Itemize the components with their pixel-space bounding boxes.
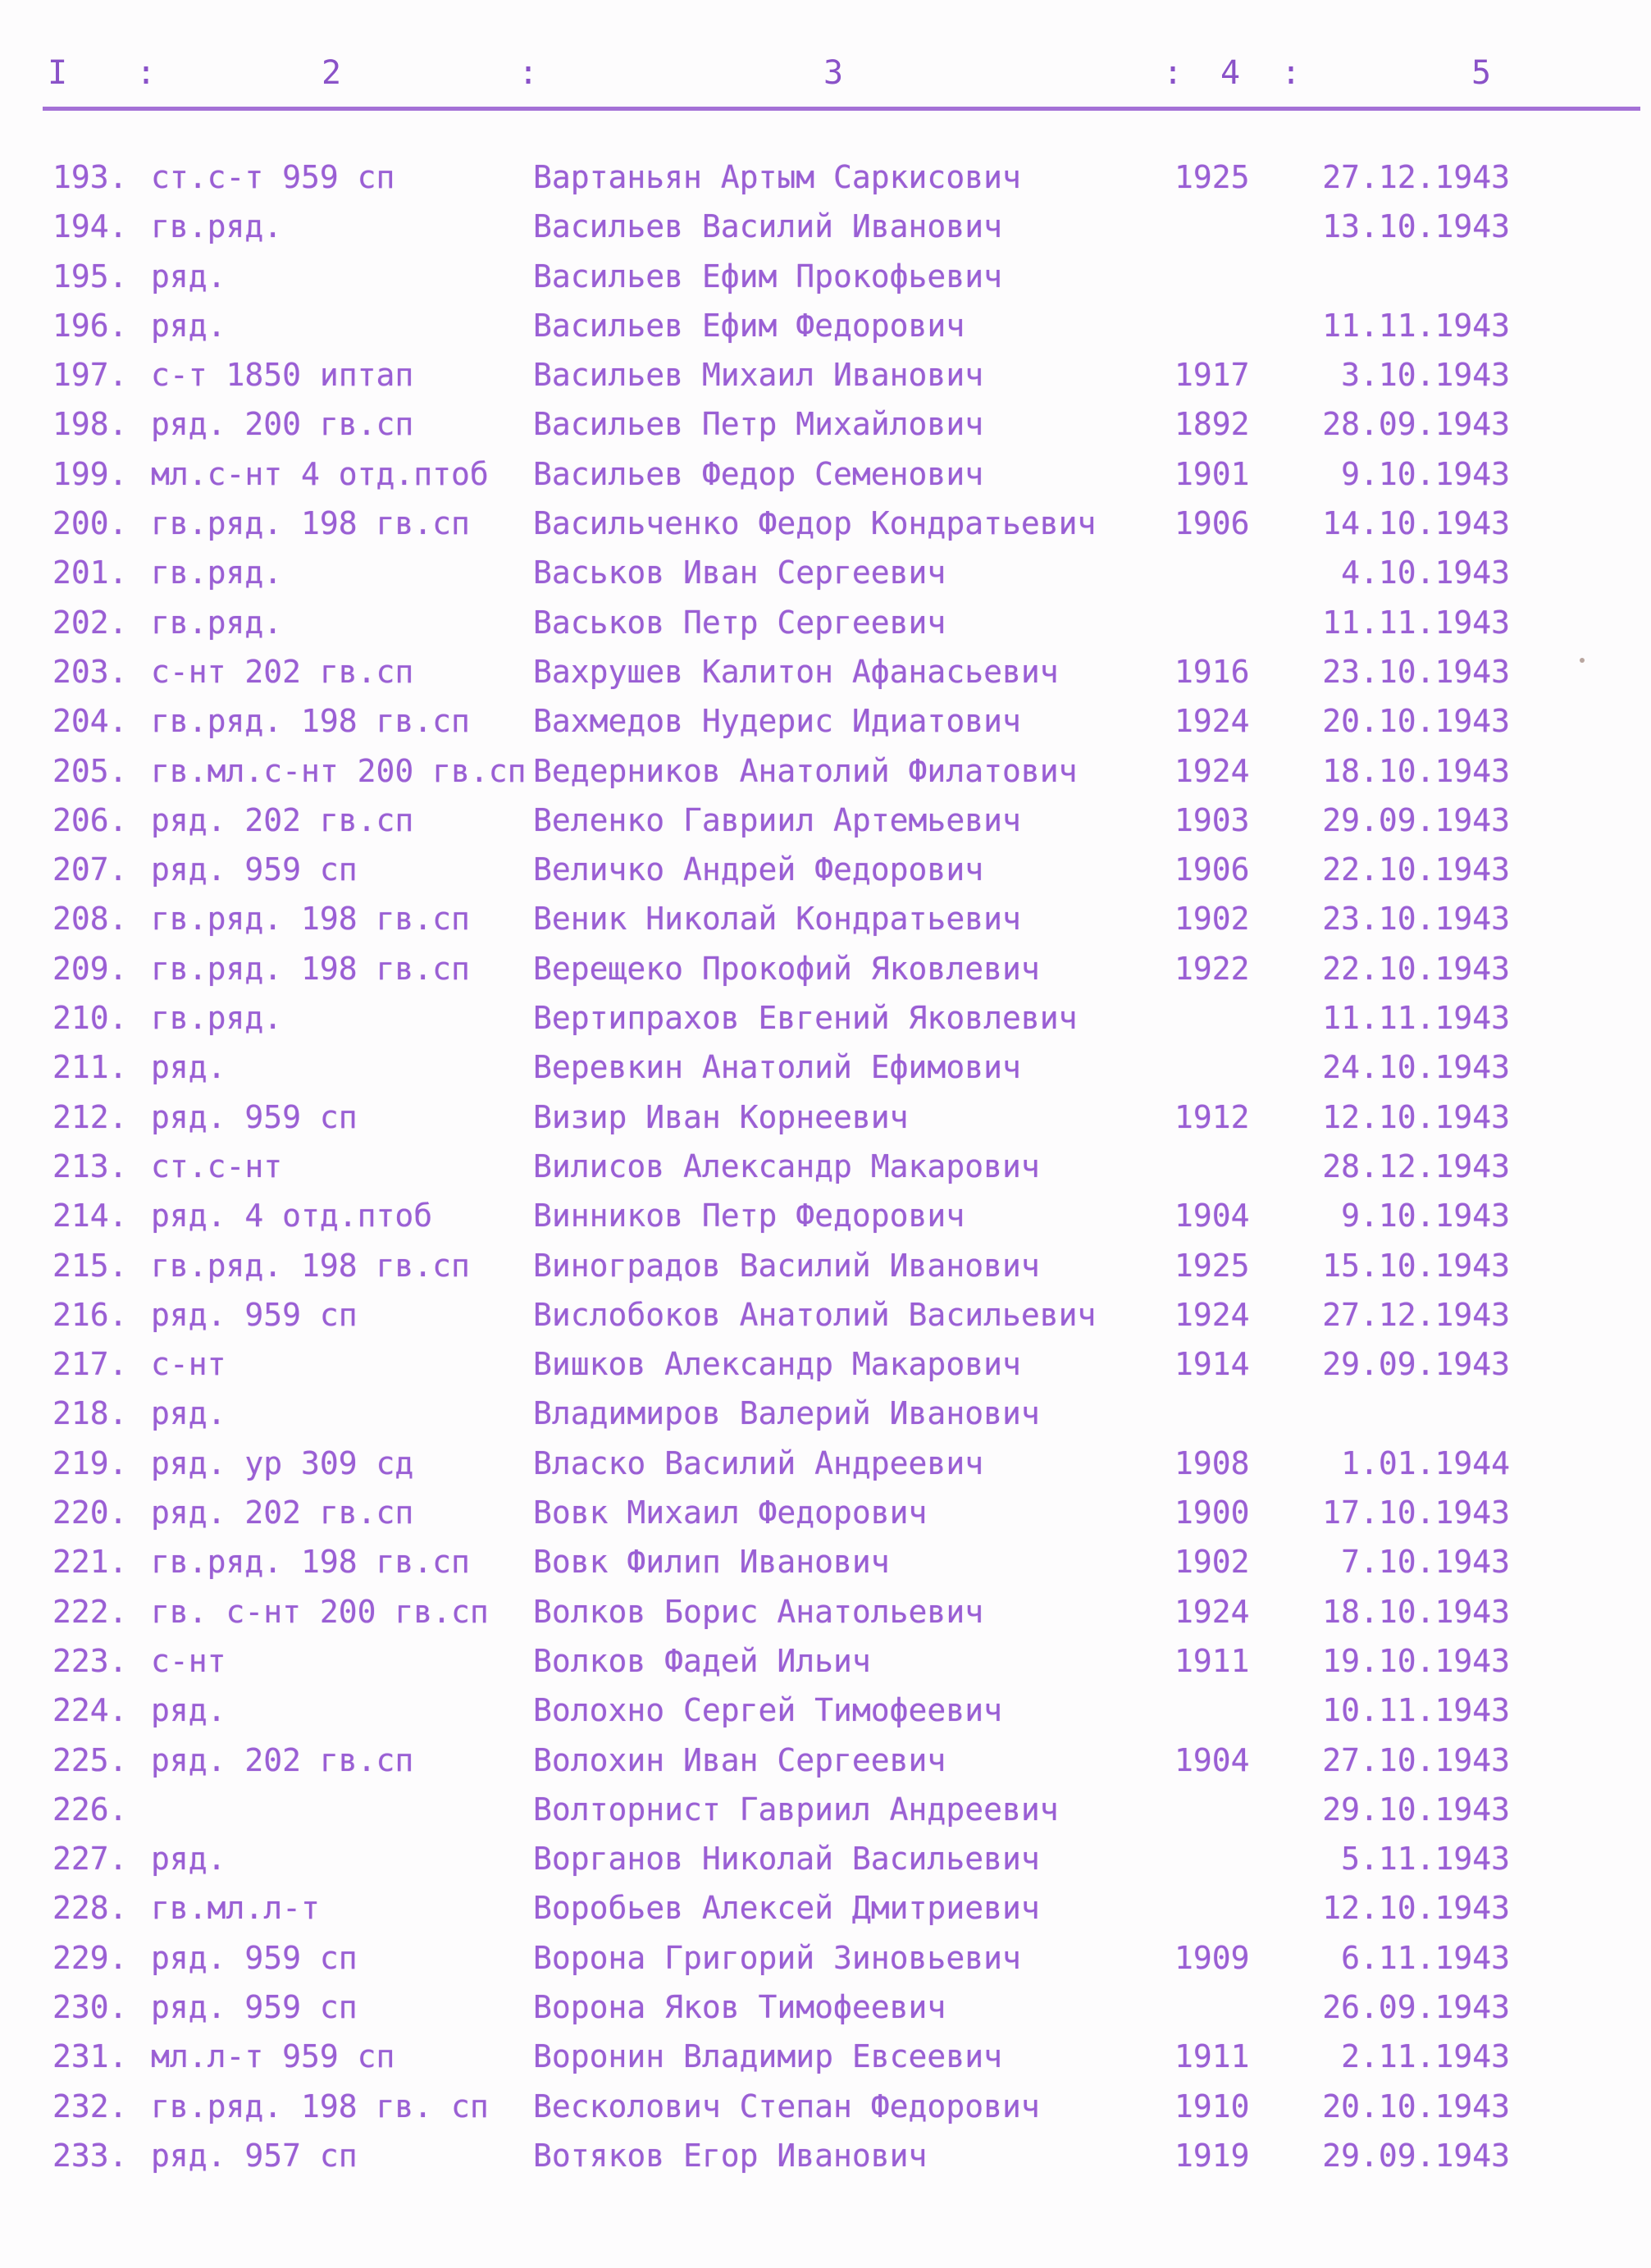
record-row bbox=[0, 796, 1651, 845]
header-rule bbox=[43, 107, 1640, 111]
record-death-date: 5.11.1943 bbox=[1341, 1841, 1510, 1878]
record-death-date: 13.10.1943 bbox=[1322, 208, 1510, 245]
record-full-name: Вертипрахов Евгений Яковлевич bbox=[533, 1000, 1078, 1037]
record-birth-year: 1924 bbox=[1174, 1296, 1250, 1333]
record-row bbox=[0, 944, 1651, 993]
record-row bbox=[0, 1537, 1651, 1586]
record-death-date: 2.11.1943 bbox=[1341, 2038, 1510, 2075]
record-death-date: 12.10.1943 bbox=[1322, 1098, 1510, 1135]
record-birth-year: 1901 bbox=[1174, 455, 1250, 492]
record-birth-year: 1910 bbox=[1174, 2088, 1250, 2124]
record-death-date: 9.10.1943 bbox=[1341, 455, 1510, 492]
record-row bbox=[0, 598, 1651, 647]
record-number: 226. bbox=[52, 1791, 128, 1828]
record-number: 207. bbox=[52, 851, 128, 888]
record-number: 196. bbox=[52, 307, 128, 344]
record-death-date: 3.10.1943 bbox=[1341, 357, 1510, 394]
record-number: 201. bbox=[52, 554, 128, 591]
record-death-date: 29.09.1943 bbox=[1322, 2137, 1510, 2174]
record-birth-year: 1902 bbox=[1174, 901, 1250, 938]
record-rank-unit: гв. с-нт 200 гв.сп bbox=[151, 1593, 489, 1630]
record-rank-unit: ряд. 957 сп bbox=[151, 2137, 358, 2174]
record-row bbox=[0, 1191, 1651, 1240]
record-birth-year: 1924 bbox=[1174, 1593, 1250, 1630]
record-death-date: 24.10.1943 bbox=[1322, 1049, 1510, 1086]
record-number: 194. bbox=[52, 208, 128, 245]
record-full-name: Вишков Александр Макарович bbox=[533, 1346, 1021, 1383]
record-row bbox=[0, 449, 1651, 499]
record-row bbox=[0, 399, 1651, 449]
record-death-date: 9.10.1943 bbox=[1341, 1198, 1510, 1234]
record-row bbox=[0, 1142, 1651, 1191]
record-death-date: 4.10.1943 bbox=[1341, 554, 1510, 591]
record-full-name: Волохно Сергей Тимофеевич bbox=[533, 1692, 1002, 1729]
record-row bbox=[0, 252, 1651, 301]
record-full-name: Верещеко Прокофий Яковлевич bbox=[533, 950, 1040, 987]
record-rank-unit: ряд. bbox=[151, 1395, 226, 1432]
record-birth-year: 1904 bbox=[1174, 1741, 1250, 1778]
record-full-name: Винников Петр Федорович bbox=[533, 1198, 965, 1234]
record-rank-unit: мл.с-нт 4 отд.птоб bbox=[151, 455, 489, 492]
record-row bbox=[0, 1736, 1651, 1785]
record-full-name: Веревкин Анатолий Ефимович bbox=[533, 1049, 1021, 1086]
record-row bbox=[0, 301, 1651, 350]
record-row bbox=[0, 1043, 1651, 1092]
record-rank-unit: с-нт bbox=[151, 1346, 226, 1383]
record-birth-year: 1912 bbox=[1174, 1098, 1250, 1135]
record-rank-unit: ряд. 200 гв.сп bbox=[151, 406, 414, 443]
record-full-name: Васильев Ефим Федорович bbox=[533, 307, 965, 344]
record-birth-year: 1925 bbox=[1174, 1247, 1250, 1284]
record-full-name: Волохин Иван Сергеевич bbox=[533, 1741, 946, 1778]
record-full-name: Вислобоков Анатолий Васильевич bbox=[533, 1296, 1097, 1333]
record-rank-unit: ряд. bbox=[151, 1841, 226, 1878]
record-row bbox=[0, 1883, 1651, 1933]
record-birth-year: 1919 bbox=[1174, 2137, 1250, 2174]
record-death-date: 29.09.1943 bbox=[1322, 1346, 1510, 1383]
record-birth-year: 1916 bbox=[1174, 653, 1250, 690]
record-birth-year: 1917 bbox=[1174, 357, 1250, 394]
record-full-name: Васьков Петр Сергеевич bbox=[533, 604, 946, 641]
record-number: 211. bbox=[52, 1049, 128, 1086]
record-rank-unit: ряд. 959 сп bbox=[151, 1296, 358, 1333]
record-birth-year: 1924 bbox=[1174, 752, 1250, 789]
record-row bbox=[0, 1339, 1651, 1389]
record-birth-year: 1892 bbox=[1174, 406, 1250, 443]
record-rank-unit: ряд. bbox=[151, 1692, 226, 1729]
record-number: 204. bbox=[52, 703, 128, 740]
record-death-date: 20.10.1943 bbox=[1322, 703, 1510, 740]
record-death-date: 14.10.1943 bbox=[1322, 505, 1510, 542]
column-separator: : bbox=[1163, 54, 1185, 92]
record-rank-unit: гв.ряд. 198 гв.сп bbox=[151, 950, 470, 987]
record-birth-year: 1925 bbox=[1174, 159, 1250, 195]
record-number: 222. bbox=[52, 1593, 128, 1630]
record-row bbox=[0, 1241, 1651, 1290]
record-death-date: 27.12.1943 bbox=[1322, 1296, 1510, 1333]
record-death-date: 23.10.1943 bbox=[1322, 901, 1510, 938]
record-rank-unit: гв.ряд. 198 гв.сп bbox=[151, 1544, 470, 1581]
record-death-date: 18.10.1943 bbox=[1322, 752, 1510, 789]
record-number: 215. bbox=[52, 1247, 128, 1284]
record-full-name: Ворона Григорий Зиновьевич bbox=[533, 1939, 1021, 1976]
record-number: 218. bbox=[52, 1395, 128, 1432]
record-number: 221. bbox=[52, 1544, 128, 1581]
record-number: 193. bbox=[52, 159, 128, 195]
record-full-name: Веник Николай Кондратьевич bbox=[533, 901, 1021, 938]
record-death-date: 7.10.1943 bbox=[1341, 1544, 1510, 1581]
record-rank-unit: ряд. bbox=[151, 1049, 226, 1086]
record-death-date: 20.10.1943 bbox=[1322, 2088, 1510, 2124]
record-rank-unit: ряд. 202 гв.сп bbox=[151, 1495, 414, 1531]
record-rank-unit: ряд. 959 сп bbox=[151, 1939, 358, 1976]
record-rank-unit: гв.ряд. 198 гв. сп bbox=[151, 2088, 489, 2124]
record-row bbox=[0, 1488, 1651, 1537]
record-full-name: Величко Андрей Федорович bbox=[533, 851, 984, 888]
record-full-name: Ворганов Николай Васильевич bbox=[533, 1841, 1040, 1878]
record-number: 216. bbox=[52, 1296, 128, 1333]
record-death-date: 19.10.1943 bbox=[1322, 1642, 1510, 1679]
record-row bbox=[0, 499, 1651, 548]
record-death-date: 28.09.1943 bbox=[1322, 406, 1510, 443]
record-row bbox=[0, 845, 1651, 894]
record-full-name: Визир Иван Корнеевич bbox=[533, 1098, 909, 1135]
record-rank-unit: с-нт bbox=[151, 1642, 226, 1679]
record-death-date: 10.11.1943 bbox=[1322, 1692, 1510, 1729]
record-row bbox=[0, 350, 1651, 399]
paper-speck bbox=[1580, 658, 1585, 663]
record-number: 230. bbox=[52, 1988, 128, 2025]
record-death-date: 28.12.1943 bbox=[1322, 1148, 1510, 1184]
record-rank-unit: ряд. 959 сп bbox=[151, 851, 358, 888]
record-rank-unit: мл.л-т 959 сп bbox=[151, 2038, 395, 2075]
record-row bbox=[0, 2032, 1651, 2081]
record-list bbox=[0, 153, 1651, 2180]
record-rank-unit: ряд. 959 сп bbox=[151, 1098, 358, 1135]
record-number: 208. bbox=[52, 901, 128, 938]
record-number: 199. bbox=[52, 455, 128, 492]
record-number: 223. bbox=[52, 1642, 128, 1679]
record-death-date: 27.12.1943 bbox=[1322, 159, 1510, 195]
record-row bbox=[0, 894, 1651, 943]
record-row bbox=[0, 548, 1651, 597]
record-full-name: Власко Василий Андреевич bbox=[533, 1444, 984, 1481]
record-number: 232. bbox=[52, 2088, 128, 2124]
record-death-date: 18.10.1943 bbox=[1322, 1593, 1510, 1630]
record-death-date: 29.10.1943 bbox=[1322, 1791, 1510, 1828]
record-death-date: 22.10.1943 bbox=[1322, 950, 1510, 987]
record-full-name: Воробьев Алексей Дмитриевич bbox=[533, 1890, 1040, 1927]
column-header-1: I bbox=[48, 54, 70, 92]
record-rank-unit: с-нт 202 гв.сп bbox=[151, 653, 414, 690]
record-number: 229. bbox=[52, 1939, 128, 1976]
record-full-name: Весколович Степан Федорович bbox=[533, 2088, 1040, 2124]
record-full-name: Васильев Василий Иванович bbox=[533, 208, 1002, 245]
record-full-name: Ведерников Анатолий Филатович bbox=[533, 752, 1078, 789]
record-number: 220. bbox=[52, 1495, 128, 1531]
record-row bbox=[0, 1587, 1651, 1636]
record-birth-year: 1906 bbox=[1174, 851, 1250, 888]
record-death-date: 11.11.1943 bbox=[1322, 307, 1510, 344]
record-row bbox=[0, 202, 1651, 251]
record-birth-year: 1924 bbox=[1174, 703, 1250, 740]
record-number: 212. bbox=[52, 1098, 128, 1135]
record-full-name: Вахрушев Калитон Афанасьевич bbox=[533, 653, 1059, 690]
record-row bbox=[0, 1636, 1651, 1686]
record-birth-year: 1909 bbox=[1174, 1939, 1250, 1976]
record-number: 231. bbox=[52, 2038, 128, 2075]
record-number: 195. bbox=[52, 258, 128, 294]
record-death-date: 11.11.1943 bbox=[1322, 1000, 1510, 1037]
record-number: 225. bbox=[52, 1741, 128, 1778]
record-death-date: 1.01.1944 bbox=[1341, 1444, 1510, 1481]
record-row bbox=[0, 2131, 1651, 2180]
record-number: 198. bbox=[52, 406, 128, 443]
record-number: 202. bbox=[52, 604, 128, 641]
record-full-name: Воронин Владимир Евсеевич bbox=[533, 2038, 1002, 2075]
record-full-name: Васильев Петр Михайлович bbox=[533, 406, 984, 443]
record-birth-year: 1906 bbox=[1174, 505, 1250, 542]
record-full-name: Васильченко Федор Кондратьевич bbox=[533, 505, 1097, 542]
column-separator: : bbox=[1281, 54, 1303, 92]
record-row bbox=[0, 993, 1651, 1043]
record-rank-unit: гв.мл.л-т bbox=[151, 1890, 320, 1927]
record-number: 227. bbox=[52, 1841, 128, 1878]
record-full-name: Вовк Михаил Федорович bbox=[533, 1495, 928, 1531]
record-birth-year: 1911 bbox=[1174, 1642, 1250, 1679]
record-rank-unit: гв.ряд. bbox=[151, 554, 283, 591]
record-rank-unit: ряд. ур 309 сд bbox=[151, 1444, 414, 1481]
record-number: 214. bbox=[52, 1198, 128, 1234]
record-row bbox=[0, 647, 1651, 696]
record-rank-unit: ряд. 202 гв.сп bbox=[151, 801, 414, 838]
record-rank-unit: гв.ряд. bbox=[151, 604, 283, 641]
record-number: 228. bbox=[52, 1890, 128, 1927]
record-full-name: Вовк Филип Иванович bbox=[533, 1544, 890, 1581]
record-full-name: Вахмедов Нудерис Идиатович bbox=[533, 703, 1021, 740]
record-death-date: 23.10.1943 bbox=[1322, 653, 1510, 690]
record-rank-unit: гв.мл.с-нт 200 гв.сп bbox=[151, 752, 527, 789]
record-number: 213. bbox=[52, 1148, 128, 1184]
record-full-name: Васьков Иван Сергеевич bbox=[533, 554, 946, 591]
record-death-date: 27.10.1943 bbox=[1322, 1741, 1510, 1778]
record-number: 217. bbox=[52, 1346, 128, 1383]
record-row bbox=[0, 1290, 1651, 1339]
record-rank-unit: гв.ряд. 198 гв.сп bbox=[151, 703, 470, 740]
record-full-name: Вотяков Егор Иванович bbox=[533, 2137, 928, 2174]
record-row bbox=[0, 1686, 1651, 1735]
record-death-date: 29.09.1943 bbox=[1322, 801, 1510, 838]
record-full-name: Васильев Ефим Прокофьевич bbox=[533, 258, 1002, 294]
record-row bbox=[0, 1983, 1651, 2032]
record-death-date: 22.10.1943 bbox=[1322, 851, 1510, 888]
record-row bbox=[0, 153, 1651, 202]
record-death-date: 11.11.1943 bbox=[1322, 604, 1510, 641]
record-row bbox=[0, 2082, 1651, 2131]
record-rank-unit: гв.ряд. 198 гв.сп bbox=[151, 1247, 470, 1284]
record-full-name: Волторнист Гавриил Андреевич bbox=[533, 1791, 1059, 1828]
record-birth-year: 1914 bbox=[1174, 1346, 1250, 1383]
record-full-name: Владимиров Валерий Иванович bbox=[533, 1395, 1040, 1432]
record-full-name: Волков Борис Анатольевич bbox=[533, 1593, 984, 1630]
record-rank-unit: гв.ряд. bbox=[151, 1000, 283, 1037]
record-number: 210. bbox=[52, 1000, 128, 1037]
record-number: 203. bbox=[52, 653, 128, 690]
record-rank-unit: ст.с-нт bbox=[151, 1148, 283, 1184]
record-number: 233. bbox=[52, 2137, 128, 2174]
record-row bbox=[0, 1439, 1651, 1488]
record-birth-year: 1911 bbox=[1174, 2038, 1250, 2075]
record-rank-unit: ряд. bbox=[151, 307, 226, 344]
record-death-date: 15.10.1943 bbox=[1322, 1247, 1510, 1284]
record-number: 224. bbox=[52, 1692, 128, 1729]
record-number: 200. bbox=[52, 505, 128, 542]
column-header-2: 2 bbox=[322, 54, 344, 92]
record-full-name: Ворона Яков Тимофеевич bbox=[533, 1988, 946, 2025]
record-number: 205. bbox=[52, 752, 128, 789]
record-death-date: 26.09.1943 bbox=[1322, 1988, 1510, 2025]
record-row bbox=[0, 696, 1651, 746]
record-rank-unit: гв.ряд. 198 гв.сп bbox=[151, 901, 470, 938]
column-separator: : bbox=[136, 54, 158, 92]
column-separator: : bbox=[518, 54, 540, 92]
record-rank-unit: ряд. bbox=[151, 258, 226, 294]
record-birth-year: 1904 bbox=[1174, 1198, 1250, 1234]
record-row bbox=[0, 1933, 1651, 1983]
record-full-name: Виноградов Василий Иванович bbox=[533, 1247, 1040, 1284]
record-rank-unit: гв.ряд. bbox=[151, 208, 283, 245]
record-number: 197. bbox=[52, 357, 128, 394]
record-full-name: Вилисов Александр Макарович bbox=[533, 1148, 1040, 1184]
record-birth-year: 1908 bbox=[1174, 1444, 1250, 1481]
record-death-date: 12.10.1943 bbox=[1322, 1890, 1510, 1927]
record-birth-year: 1900 bbox=[1174, 1495, 1250, 1531]
record-rank-unit: с-т 1850 иптап bbox=[151, 357, 414, 394]
record-rank-unit: ст.с-т 959 сп bbox=[151, 159, 395, 195]
record-row bbox=[0, 1093, 1651, 1142]
record-rank-unit: гв.ряд. 198 гв.сп bbox=[151, 505, 470, 542]
record-number: 206. bbox=[52, 801, 128, 838]
record-birth-year: 1902 bbox=[1174, 1544, 1250, 1581]
record-row bbox=[0, 746, 1651, 796]
record-number: 209. bbox=[52, 950, 128, 987]
record-birth-year: 1922 bbox=[1174, 950, 1250, 987]
record-rank-unit: ряд. 4 отд.птоб bbox=[151, 1198, 433, 1234]
record-death-date: 17.10.1943 bbox=[1322, 1495, 1510, 1531]
record-full-name: Васильев Михаил Иванович bbox=[533, 357, 984, 394]
record-row bbox=[0, 1389, 1651, 1438]
record-birth-year: 1903 bbox=[1174, 801, 1250, 838]
record-full-name: Волков Фадей Ильич bbox=[533, 1642, 871, 1679]
record-row bbox=[0, 1785, 1651, 1834]
column-header-5: 5 bbox=[1471, 54, 1494, 92]
record-number: 219. bbox=[52, 1444, 128, 1481]
record-full-name: Веленко Гавриил Артемьевич bbox=[533, 801, 1021, 838]
record-row bbox=[0, 1834, 1651, 1883]
record-rank-unit: ряд. 959 сп bbox=[151, 1988, 358, 2025]
record-full-name: Васильев Федор Семенович bbox=[533, 455, 984, 492]
record-death-date: 6.11.1943 bbox=[1341, 1939, 1510, 1976]
column-header-3: 3 bbox=[823, 54, 846, 92]
record-rank-unit: ряд. 202 гв.сп bbox=[151, 1741, 414, 1778]
column-header-4: 4 bbox=[1220, 54, 1243, 92]
record-full-name: Вартаньян Артым Саркисович bbox=[533, 159, 1021, 195]
